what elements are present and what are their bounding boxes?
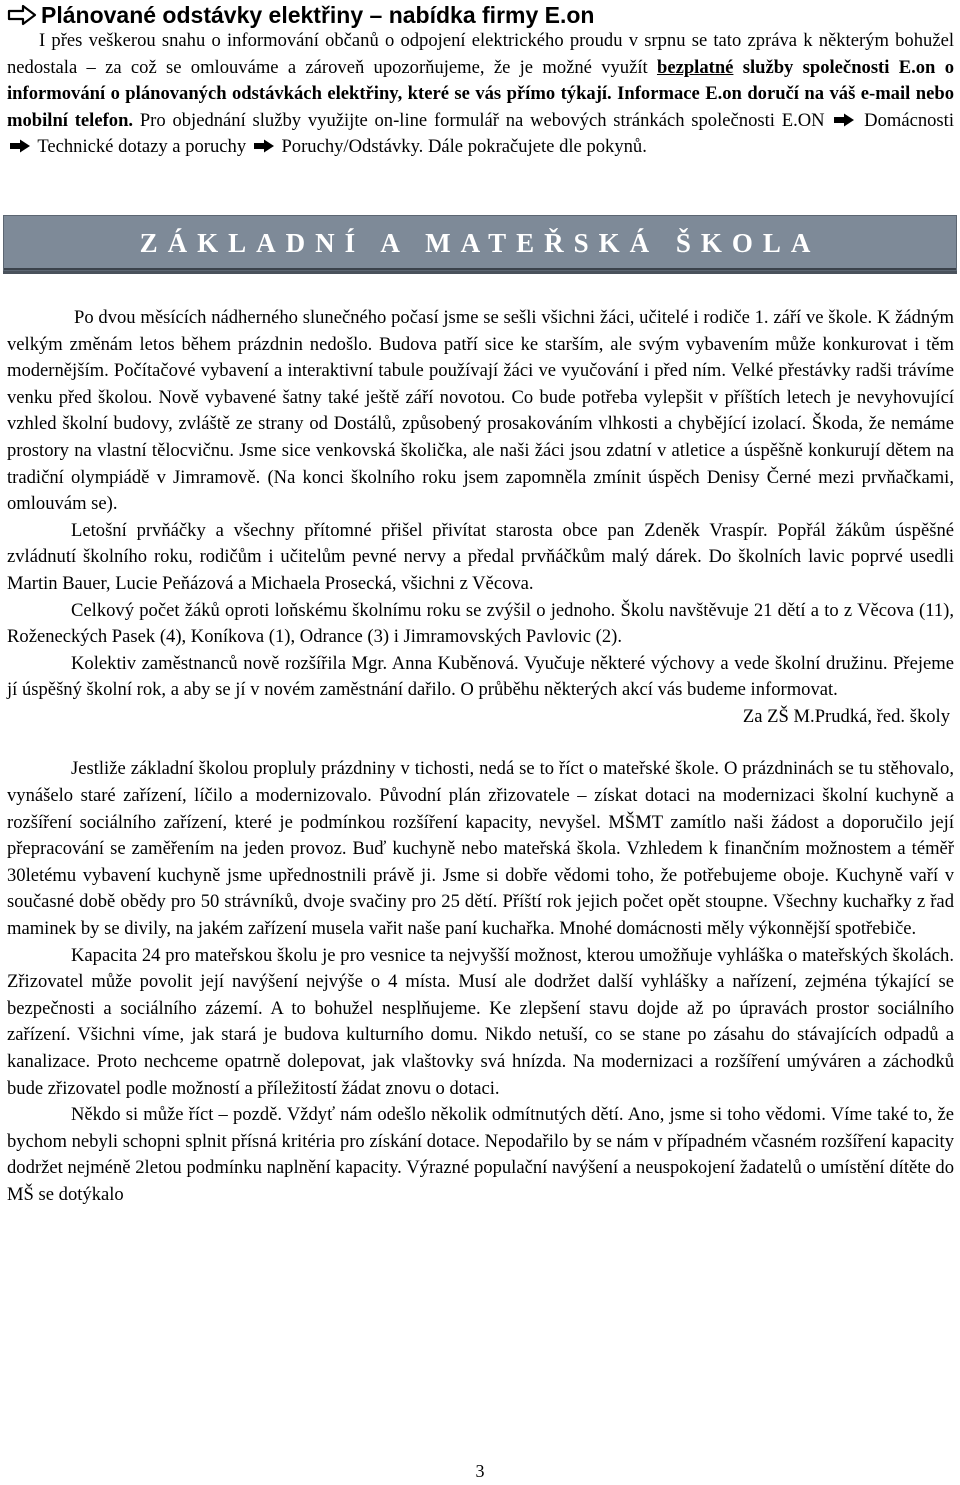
- nav-path-technicke: Technické dotazy a poruchy: [37, 136, 247, 158]
- section-banner: [3, 215, 957, 271]
- eon-heading: [7, 2, 954, 28]
- zs-signature: Za ZŠ M.Prudká, řed. školy: [742, 705, 950, 727]
- ms-paragraph-3: Někdo si může říct – pozdě. Vždyť nám odešlo několik odmítnutých dětí. Ano, jsme si toho vědomi. Víme také to, že bychom nebyli schopni splnit přísná kritéria pro získání dotace. Nepodařilo by se nám v případném včasném rozšíření kapacity dodržet nejméně 2letou podmínku naplnění kapacity. Výrazné populační navýšení a neuspokojení žadatelů o umístění dítěte do MŠ se dotýkalo: [7, 1104, 954, 1205]
- zs-section: [7, 305, 954, 731]
- nav-path-domacnosti: Domácnosti: [864, 109, 954, 131]
- outline-arrow-icon: [7, 4, 37, 26]
- zs-paragraph-3: Celkový počet žáků oproti loňskému školnímu roku se zvýšil o jednoho. Školu navštěvuje 21 dětí a to z Věcova (11), Roženeckých Pasek (4), Koníkova (1), Odrance (3) i Jimramovských Pavlovic (2).: [7, 599, 954, 648]
- document-page: [7, 0, 954, 1209]
- eon-bold-underline: bezplatné: [656, 56, 734, 78]
- nav-path-poruchy: Poruchy/Odstávky.: [281, 136, 424, 158]
- ms-section: [7, 756, 954, 1208]
- eon-heading-text: Plánované odstávky elektřiny – nabídka firmy E.on: [41, 2, 595, 28]
- page-number: 3: [475, 1461, 485, 1481]
- ms-paragraph-1: Jestliže základní školou propluly prázdniny v tichosti, nedá se to říct o mateřské škole. O prázdninách se tu stěhovalo, vynášelo staré zařízení, líčilo a modernizovalo. Původní plán zřizovatele – získat dotaci na modernizaci školní kuchyně a rozšíření sociálního zařízení, které je podmínkou rozšíření kapacity, nevyšel. MŠMT zamítlo naši žádost a doporučilo její přepracování se zaměřením na jeden provoz. Buď kuchyně nebo mateřská škola. Vzhledem k finančním možnostem a téměř 30letému vybavení kuchyně jsme upřednostnili právě ji. Jsme si dobře vědomi toho, že potřebujeme oboje. Kuchyně vaří v současné době obědy pro 50 strávníků, dvoje svačiny pro 25 dětí. Příští rok jejich počet opět stoupne. Všechny kuchařky z řad maminek by se divily, na jakém zařízení musela vařit naše paní kuchařka. Mnohé domácnosti měly výkonnější spotřebiče.: [7, 758, 954, 940]
- zs-paragraph-2: Letošní prvňáčky a všechny přítomné přišel přivítat starosta obce pan Zdeněk Vraspír. Popřál žákům úspěšné zvládnutí školního roku, rodičům i učitelům pevné nervy a předal prvňáčkům malý dárek. Do školních lavic poprvé usedli Martin Bauer, Lucie Peňázová a Michaela Prosecká, všichni z Věcova.: [7, 519, 954, 594]
- eon-paragraph: I přes veškerou snahu o informování občanů o odpojení elektrického proudu v srpnu se tato zpráva k některým bohužel nedostala – za což se omlouváme a zároveň upozorňujeme, že je možné využít bezplatné služby společnosti E.on o informování o plánovaných odstávkách elektřiny, které se vás přímo týkají. Informace E.on doručí na váš e-mail nebo mobilní telefon. Pro objednání služby využijte on-line formulář na webových stránkách společnosti E.ON Domácnosti Technické dotazy a poruchy Poruchy/Odstávky. Dále pokračujete dle pokynů.: [7, 30, 954, 158]
- ms-paragraph-2: Kapacita 24 pro mateřskou školu je pro vesnice ta nejvyšší možnost, kterou umožňuje vyhláška o mateřských školách. Zřizovatel může povolit její navýšení nejvýše o 4 místa. Musí ale dodržet další vyhlášky a nařízení, zejména týkající se bezpečnosti a sociálního zázemí. A to bohužel nesplňujeme. Ke zlepšení stavu dojde až po úpravách prostor sociálního zařízení. Všichni víme, jak stará je budova kulturního domu. Nikdo netuší, co se stane po zásahu do stávajících odpadů a kanalizace. Proto nechceme opatrně dolepovat, jak vlaštovky svá hnízda. Na modernizaci a rozšíření umýváren a záchodků bude zřizovatel podle možností a příležitostí žádat znovu o dotaci.: [7, 944, 954, 1099]
- zs-paragraph-1: Po dvou měsících nádherného slunečného počasí jsme se sešli všichni žáci, učitelé i rodiče 1. září ve škole. K žádným velkým změnám letos během prázdnin nedošlo. Budova patří sice ke starším, ale svým vybavením může konkurovat i těm modernějším. Počítačové vybavení a interaktivní tabule používají žáci ve vyučování i před ním. Velké přestávky radši trávíme venku před školou. Nově vybavené šatny také ještě září novotou. Co bude potřeba vylepšit v příštích letech je nevyhovující vzhled školní budovy, zvláště ze strany od Dostálů, způsobený prosakováním vlhkosti a chybějící izolací. Škoda, že nemáme prostory na vlastní tělocvičnu. Jsme sice venkovská školička, ale naši žáci jsou zdatní v atletice a úspěšně konkurují dětem na tradiční olympiádě v Jimramově. (Na konci školního roku jsem zapomněla zmínit úspěch Denisy Černé mezi prvňačkami, omlouvám se).: [7, 306, 954, 515]
- eon-bold-text: služby společnosti E.on o informování o plánovaných odstávkách elektřiny, které se vás přímo týkají. Informace E.on doručí na váš e-mail nebo mobilní telefon.: [7, 56, 954, 131]
- banner-title: ZÁKLADNÍ A MATEŘSKÁ ŠKOLA: [139, 227, 821, 258]
- arrow-right-icon: [253, 139, 275, 153]
- spacer: [7, 730, 954, 756]
- arrow-right-icon: [833, 113, 855, 127]
- zs-paragraph-4: Kolektiv zaměstnanců nově rozšířila Mgr. Anna Kuběnová. Vyučuje některé výchovy a vede školní družinu. Přejeme jí úspěšný školní rok, a aby se jí v novém zaměstnání dařilo. O průběhu některých akcí vás budeme informovat.: [7, 652, 954, 701]
- arrow-right-icon: [9, 139, 31, 153]
